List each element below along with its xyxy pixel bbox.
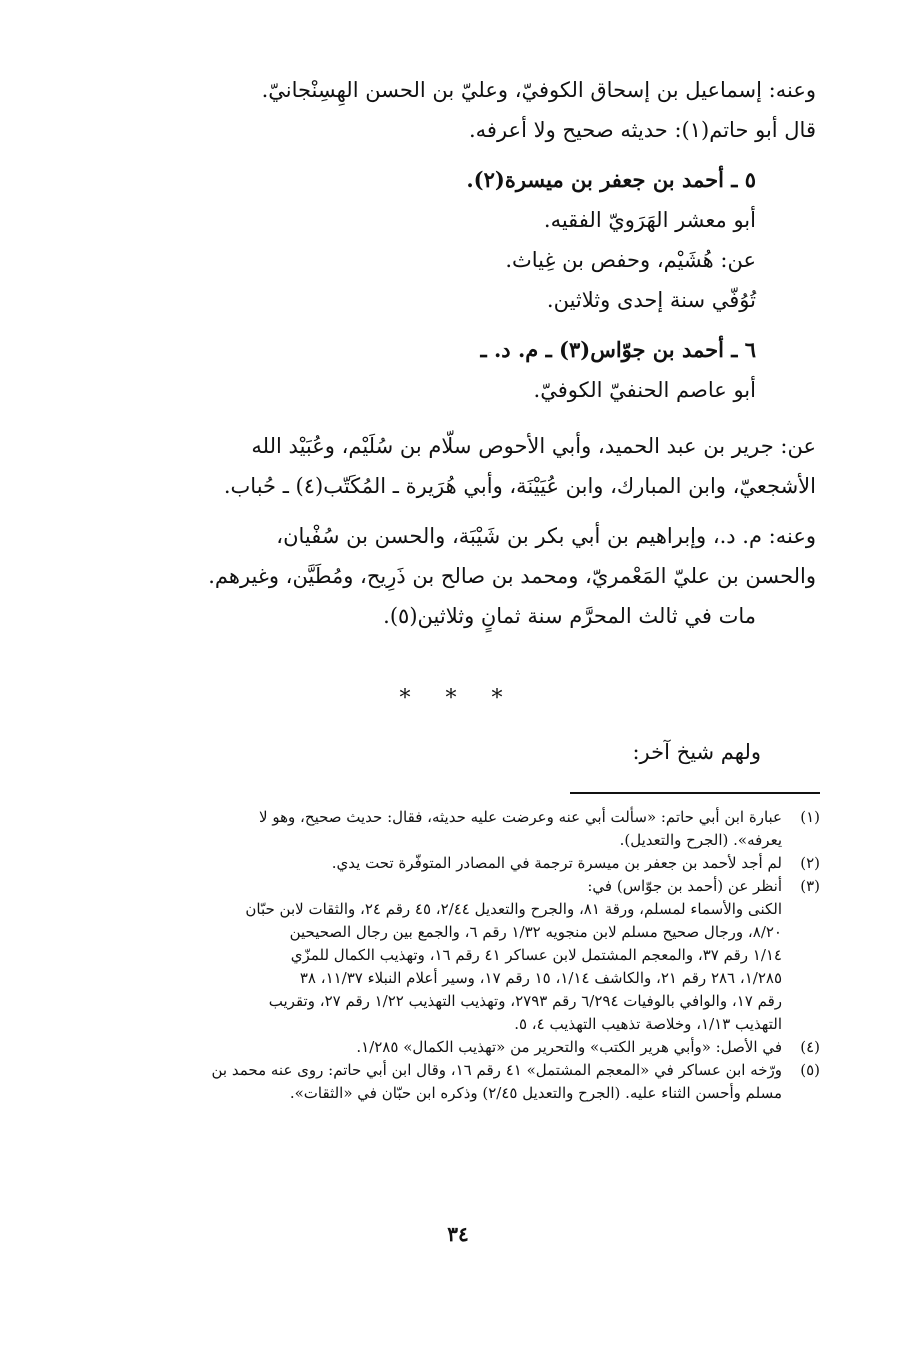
footnote-rule: [570, 792, 820, 794]
entry-heading: ٦ ـ أحمد بن جوّاس(٣) ـ م. د. ـ: [480, 337, 756, 362]
page-number: ٣٤: [447, 1222, 469, 1246]
text-line: عن: جرير بن عبد الحميد، وأبي الأحوص سلّام بن سُلَيْم، وعُبَيْد الله: [251, 434, 816, 458]
footnote-number: (٣): [800, 877, 820, 895]
footnote-line: عبارة ابن أبي حاتم: «سألت أبي عنه وعرضت عليه حديثه، فقال: حديث صحيح، وهو لا: [259, 808, 782, 826]
text-line: مات في ثالث المحرَّم سنة ثمانٍ وثلاثين(٥).: [383, 604, 756, 628]
closing-line: ولهم شيخ آخر:: [632, 740, 761, 764]
text-line: أبو عاصم الحنفيّ الكوفيّ.: [533, 378, 756, 402]
footnote-line: يعرفه». (الجرح والتعديل).: [619, 831, 782, 849]
footnote-line: التهذيب ١/١٣، وخلاصة تذهيب التهذيب ٤، ٥.: [514, 1015, 782, 1033]
footnote: [100, 1059, 820, 1105]
footnote-line: أنظر عن (أحمد بن جوّاس) في:: [587, 877, 782, 895]
footnote-line: ١/٢٨٥، ٢٨٦ رقم ٢١، والكاشف ١/١٤، ١٥ رقم ١٧، وسير أعلام النبلاء ١١/٣٧، ٣٨: [299, 969, 782, 987]
footnote-line: ورّخه ابن عساكر في «المعجم المشتمل» ٤١ رقم ١٦، وقال ابن أبي حاتم: روى عنه محمد بن: [211, 1061, 782, 1079]
section-separator: * * *: [399, 686, 517, 711]
footnote-number: (١): [800, 808, 820, 826]
main-text: [100, 70, 816, 636]
text-line: والحسن بن عليّ المَعْمريّ، ومحمد بن صالح بن ذَرِيح، ومُطَيَّن، وغيرهم.: [208, 564, 816, 588]
footnote-number: (٥): [800, 1061, 820, 1079]
footnote-number: (٢): [800, 854, 820, 872]
footnote-line: مسلم وأحسن الثناء عليه. (الجرح والتعديل ٢/٤٥) وذكره ابن حبّان في «الثقات».: [289, 1084, 782, 1102]
footnote-number: (٤): [800, 1038, 820, 1056]
entry-heading: ٥ ـ أحمد بن جعفر بن ميسرة(٢).: [466, 167, 756, 192]
footnote-line: في الأصل: «وأبي هرير الكتب» والتحرير من «تهذيب الكمال» ١/٢٨٥.: [356, 1038, 782, 1056]
text-line: وعنه: إسماعيل بن إسحاق الكوفيّ، وعليّ بن الحسن الهِسِنْجانيّ.: [261, 78, 816, 102]
footnote-line: رقم ١٧، والوافي بالوفيات ٦/٢٩٤ رقم ٢٧٩٣، وتهذيب التهذيب ١/٢٢ رقم ٢٧، وتقريب: [268, 992, 782, 1010]
footnote-line: ١/١٤ رقم ٣٧، والمعجم المشتمل لابن عساكر ٤١ رقم ١٦، وتهذيب الكمال للمزّي: [290, 946, 782, 964]
text-line: أبو معشر الهَرَويّ الفقيه.: [543, 208, 756, 232]
footnote: [100, 1036, 820, 1059]
text-line: تُوُفّي سنة إحدى وثلاثين.: [546, 288, 756, 312]
footnote-line: الكنى والأسماء لمسلم، ورقة ٨١، والجرح والتعديل ٢/٤٤، ٤٥ رقم ٢٤، والثقات لابن حبّان: [245, 900, 782, 918]
text-line: قال أبو حاتم(١): حديثه صحيح ولا أعرفه.: [469, 118, 816, 142]
footnotes: [100, 806, 820, 1105]
text-line: الأشجعيّ، وابن المبارك، وابن عُيَيْنَة، وأبي هُرَيرة ـ المُكَتّب(٤) ـ حُباب.: [223, 474, 816, 498]
footnote: [100, 875, 820, 1036]
footnote-line: لم أجد لأحمد بن جعفر بن ميسرة ترجمة في المصادر المتوفّرة تحت يدي.: [331, 854, 782, 872]
text-line: وعنه: م. د.، وإبراهيم بن أبي بكر بن شَيْبَة، والحسن بن سُفْيان،: [276, 524, 816, 548]
footnote: [100, 806, 820, 852]
footnote-line: ٨/٢٠، ورجال صحيح مسلم لابن منجويه ١/٣٢ رقم ٦، والجمع بين رجال الصحيحين: [289, 923, 782, 941]
text-line: عن: هُشَيْم، وحفص بن غِياث.: [505, 248, 756, 272]
footnote: [100, 852, 820, 875]
